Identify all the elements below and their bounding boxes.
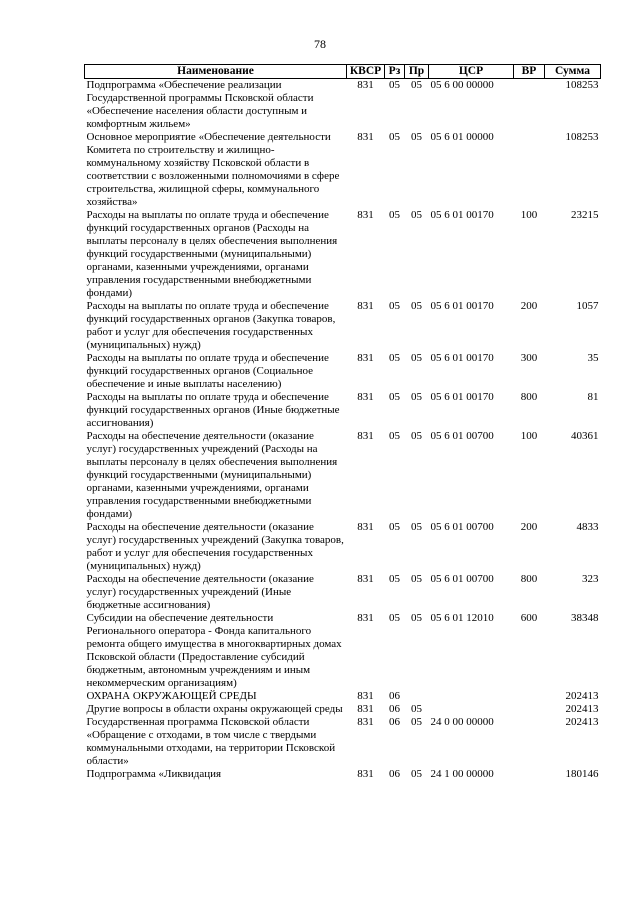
cell-sum: 1057	[576, 300, 599, 312]
cell-kvsr: 831	[357, 612, 374, 624]
cell-sum: 202413	[565, 690, 599, 702]
cell-name: Подпрограмма «Ликвидация	[86, 768, 222, 780]
cell-name: Расходы на обеспечение деятельности (оказание услуг) государственных учреждений (Закупка товаров, работ и услуг для обеспечения государственных (муниципальных) нужд)	[86, 521, 344, 572]
cell-rz: 05	[389, 521, 400, 533]
cell-name: Расходы на выплаты по оплате труда и обеспечение функций государственных органов (Социальное обеспечение и иные выплаты населению)	[86, 352, 329, 390]
cell-kvsr: 831	[357, 391, 374, 403]
cell-rz: 05	[389, 391, 400, 403]
cell-rz: 05	[389, 79, 400, 91]
cell-name: Государственная программа Псковской области «Обращение с отходами, в том числе с твердыми коммунальными отходами, на территории Псковской области»	[86, 716, 336, 767]
cell-kvsr: 831	[357, 300, 374, 312]
cell-pr: 05	[411, 612, 422, 624]
table-row	[85, 300, 601, 352]
cell-pr: 05	[411, 768, 422, 780]
cell-csr: 05 6 01 00700	[430, 521, 494, 533]
cell-rz: 05	[389, 131, 400, 143]
cell-kvsr: 831	[357, 209, 374, 221]
cell-vr: 200	[520, 521, 538, 533]
cell-sum: 202413	[565, 703, 599, 715]
cell-name: Расходы на выплаты по оплате труда и обеспечение функций государственных органов (Расходы на выплаты персоналу в целях обеспечения выполнения функций государственными (муниципальными) органами, казенными учреждениями, органами управления государственными внебюджетными фондами)	[86, 209, 338, 299]
cell-rz: 06	[389, 703, 400, 715]
table-row	[85, 521, 601, 573]
cell-sum: 23215	[571, 209, 599, 221]
cell-csr: 05 6 01 00170	[430, 391, 494, 403]
table-row	[85, 79, 601, 132]
cell-vr: 100	[520, 209, 538, 221]
cell-sum: 108253	[565, 131, 599, 143]
cell-csr	[429, 690, 514, 703]
cell-csr	[429, 703, 514, 716]
cell-vr: 200	[520, 300, 538, 312]
cell-name: ОХРАНА ОКРУЖАЮЩЕЙ СРЕДЫ	[86, 690, 257, 702]
cell-sum: 40361	[571, 430, 599, 442]
table-row	[85, 690, 601, 703]
cell-name: Расходы на выплаты по оплате труда и обеспечение функций государственных органов (Иные бюджетные ассигнования)	[86, 391, 340, 429]
table-row	[85, 352, 601, 391]
cell-sum: 4833	[576, 521, 599, 533]
cell-kvsr: 831	[357, 573, 374, 585]
cell-csr: 05 6 01 00000	[430, 131, 494, 143]
cell-pr: 05	[411, 209, 422, 221]
cell-rz: 06	[389, 768, 400, 780]
cell-rz: 06	[389, 716, 400, 728]
cell-sum: 38348	[571, 612, 599, 624]
cell-sum: 35	[587, 352, 599, 364]
cell-csr: 05 6 01 12010	[430, 612, 494, 624]
cell-kvsr: 831	[357, 521, 374, 533]
cell-csr: 05 6 01 00170	[430, 352, 494, 364]
cell-vr	[514, 79, 545, 132]
cell-name: Подпрограмма «Обеспечение реализации Государственной программы Псковской области «Обеспечение населения области доступным и комфортным жильем»	[86, 79, 314, 130]
cell-rz: 05	[389, 573, 400, 585]
cell-sum: 81	[587, 391, 599, 403]
cell-rz: 05	[389, 352, 400, 364]
header-vr: ВР	[514, 65, 545, 79]
table-row	[85, 131, 601, 209]
table-row	[85, 716, 601, 768]
cell-name: Расходы на выплаты по оплате труда и обеспечение функций государственных органов (Закупка товаров, работ и услуг для обеспечения государственных (муниципальных) нужд)	[86, 300, 336, 351]
cell-csr: 05 6 00 00000	[430, 79, 494, 91]
cell-name: Расходы на обеспечение деятельности (оказание услуг) государственных учреждений (Расходы на выплаты персоналу в целях обеспечения выполнения функций государственными (муниципальными) органами, казенными учреждениями, органами управления государственными внебюджетными фондами)	[86, 430, 338, 520]
cell-sum: 180146	[565, 768, 599, 780]
header-sum: Сумма	[545, 65, 601, 79]
header-rz: Рз	[385, 65, 405, 79]
table-row	[85, 768, 601, 781]
header-csr: ЦСР	[429, 65, 514, 79]
cell-kvsr: 831	[357, 131, 374, 143]
cell-pr: 05	[411, 716, 422, 728]
cell-pr: 05	[411, 521, 422, 533]
cell-vr	[514, 703, 545, 716]
cell-vr	[514, 131, 545, 209]
cell-vr	[514, 716, 545, 768]
table-header-row	[85, 65, 601, 79]
cell-name: Другие вопросы в области охраны окружающей среды	[86, 703, 343, 715]
cell-kvsr: 831	[357, 716, 374, 728]
budget-table	[84, 64, 601, 781]
cell-name: Расходы на обеспечение деятельности (оказание услуг) государственных учреждений (Иные бюджетные ассигнования)	[86, 573, 314, 611]
cell-rz: 05	[389, 209, 400, 221]
cell-kvsr: 831	[357, 768, 374, 780]
cell-pr: 05	[411, 79, 422, 91]
cell-vr: 300	[520, 352, 538, 364]
cell-vr	[514, 768, 545, 781]
table-body	[85, 79, 601, 782]
cell-vr: 600	[520, 612, 538, 624]
header-name: Наименование	[85, 65, 347, 79]
header-pr: Пр	[405, 65, 429, 79]
cell-csr: 05 6 01 00700	[430, 573, 494, 585]
cell-pr: 05	[411, 430, 422, 442]
cell-vr: 800	[520, 391, 538, 403]
cell-vr: 100	[520, 430, 538, 442]
cell-rz: 05	[389, 612, 400, 624]
page-number: 78	[314, 37, 326, 51]
cell-rz: 05	[389, 430, 400, 442]
cell-csr: 24 0 00 00000	[430, 716, 494, 728]
cell-kvsr: 831	[357, 79, 374, 91]
cell-vr	[514, 690, 545, 703]
table-row	[85, 430, 601, 521]
cell-vr: 800	[520, 573, 538, 585]
cell-sum: 108253	[565, 79, 599, 91]
table-row	[85, 209, 601, 300]
cell-sum: 202413	[565, 716, 599, 728]
cell-csr: 05 6 01 00170	[430, 209, 494, 221]
cell-pr: 05	[411, 391, 422, 403]
cell-csr: 24 1 00 00000	[430, 768, 494, 780]
cell-pr: 05	[411, 352, 422, 364]
cell-name: Основное мероприятие «Обеспечение деятельности Комитета по строительству и жилищно-коммунальному хозяйству Псковской области в соответствии с возложенными полномочиями в сфере строительства, жилищной сферы, коммунального хозяйства»	[86, 131, 340, 208]
cell-pr: 05	[411, 703, 422, 715]
cell-sum: 323	[582, 573, 599, 585]
cell-pr: 05	[411, 300, 422, 312]
cell-rz: 06	[389, 690, 400, 702]
cell-kvsr: 831	[357, 352, 374, 364]
cell-csr: 05 6 01 00170	[430, 300, 494, 312]
table-row	[85, 391, 601, 430]
table-row	[85, 703, 601, 716]
cell-kvsr: 831	[357, 430, 374, 442]
cell-csr: 05 6 01 00700	[430, 430, 494, 442]
table-row	[85, 573, 601, 612]
cell-rz: 05	[389, 300, 400, 312]
cell-name: Субсидии на обеспечение деятельности Регионального оператора - Фонда капитального ремонта общего имущества в многоквартирных домах Псковской области (Предоставление субсидий бюджетным, автономным учреждениям и иным некоммерческим организациям)	[86, 612, 342, 689]
cell-kvsr: 831	[357, 703, 374, 715]
cell-pr: 05	[411, 573, 422, 585]
header-kvsr: КВСР	[347, 65, 385, 79]
cell-kvsr: 831	[357, 690, 374, 702]
cell-pr: 05	[411, 131, 422, 143]
cell-pr	[405, 690, 429, 703]
table-row	[85, 612, 601, 690]
